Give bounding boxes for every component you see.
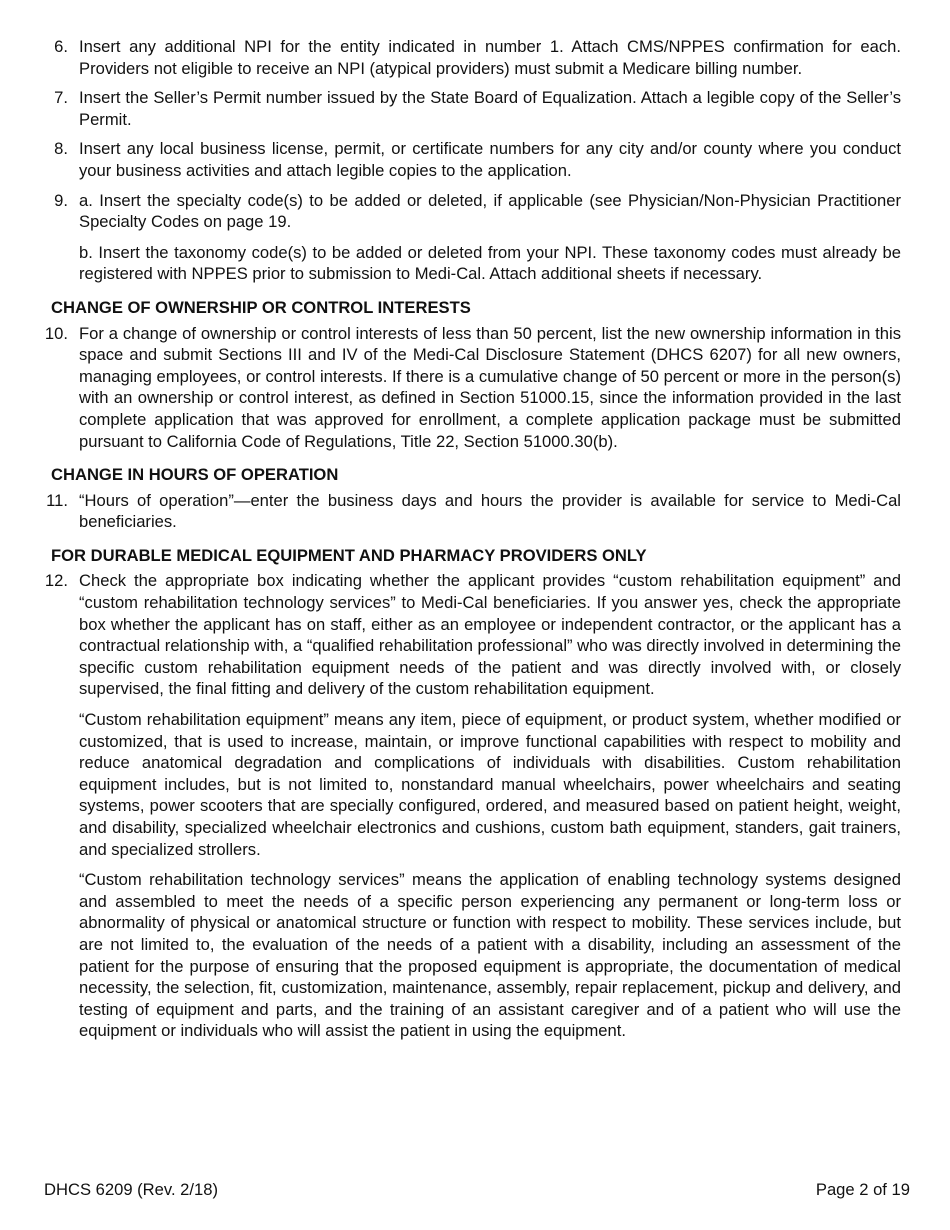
item-text-a: a. Insert the specialty code(s) to be added or deleted, if applicable (see Physician/Non-Physician Practitioner Specialty Codes on page 19.: [79, 190, 901, 232]
item-text: Insert the Seller’s Permit number issued by the State Board of Equalization. Attach a legible copy of the Seller’s Permit.: [79, 88, 901, 129]
item-number: 9.: [54, 190, 68, 210]
item-text: Insert any local business license, permit, or certificate numbers for any city and/or county where you conduct your business activities and attach legible copies to the application.: [79, 139, 901, 180]
instructions-content: [44, 36, 901, 1050]
instruction-item-9: [44, 190, 901, 285]
instruction-item-6: [44, 36, 901, 79]
definition-custom-technology-services: “Custom rehabilitation technology services” means the application of enabling technology systems designed and assembled to meet the needs of a specific person experiencing any permanent or long-term loss or abnormality of physical or anatomical structure or function with respect to mobility. These services include, but are not limited to, the evaluation of the needs of a patient with a disability, including an assessment of the patient for the purpose of ensuring that the proposed equipment is appropriate, the documentation of medical necessity, the selection, fit, customization, maintenance, assembly, repair replacement, pickup and delivery, and testing of equipment and parts, and the training of an assistant caregiver and of a patient who will use the equipment or individuals who will assist the patient in using the equipment.: [79, 870, 901, 1041]
section-heading-dme-pharmacy: FOR DURABLE MEDICAL EQUIPMENT AND PHARMACY PROVIDERS ONLY: [51, 545, 647, 565]
instruction-item-8: [44, 138, 901, 181]
item-number: 7.: [54, 88, 68, 108]
item-number: 10.: [44, 323, 68, 343]
item-number: 12.: [44, 571, 68, 591]
item-text: Check the appropriate box indicating whether the applicant provides “custom rehabilitation equipment” and “custom rehabilitation technology services” to Medi-Cal beneficiaries. If you answer yes, check the appropriate box whether the applicant has on staff, either as an employee or independent contractor, or the applicant has a contractual relationship with, a “qualified rehabilitation professional” who was directly involved in determining the specific custom rehabilitation equipment needs of the patient and was directly involved with, or closely supervised, the final fitting and delivery of the custom rehabilitation equipment.: [79, 571, 901, 699]
instruction-item-11: [44, 490, 901, 533]
item-number: 8.: [54, 139, 68, 159]
definition-custom-equipment: “Custom rehabilitation equipment” means any item, piece of equipment, or product system, whether modified or customized, that is used to increase, maintain, or improve functional capabilities with respect to mobility and reduce anatomical degradation and complications of individuals with disabilities. Custom rehabilitation equipment includes, but is not limited to, nonstandard manual wheelchairs, power wheelchairs and seating systems, power scooters that are specially configured, ordered, and measured based on patient height, weight, and disability, specialized wheelchair electronics and cushions, custom bath equipment, standers, gait trainers, and specialized strollers.: [79, 710, 901, 859]
item-text: For a change of ownership or control interests of less than 50 percent, list the new ownership information in this space and submit Sections III and IV of the Medi-Cal Disclosure Statement (DHCS 6207) for all new owners, managing employees, or control interests. If there is a cumulative change of 50 percent or more in the person(s) with an ownership or control interest, as defined in Section 51000.15, since the information provided in the last complete application that was approved for enrollment, a complete application package must be submitted pursuant to California Code of Regulations, Title 22, Section 51000.30(b).: [79, 323, 901, 451]
item-number: 11.: [46, 490, 68, 510]
form-id: DHCS 6209 (Rev. 2/18): [44, 1180, 218, 1199]
instruction-item-12: [44, 570, 901, 1041]
instruction-item-10: [44, 323, 901, 453]
section-heading-hours: CHANGE IN HOURS OF OPERATION: [51, 465, 339, 485]
item-text: “Hours of operation”—enter the business days and hours the provider is available for service to Medi-Cal beneficiaries.: [79, 490, 901, 532]
item-text: Insert any additional NPI for the entity indicated in number 1. Attach CMS/NPPES confirmation for each. Providers not eligible to receive an NPI (atypical providers) must submit a Medicare billing number.: [79, 37, 901, 78]
item-number: 6.: [54, 37, 68, 56]
instruction-item-7: [44, 87, 901, 130]
page-number: Page 2 of 19: [815, 1180, 910, 1199]
item-text-b: b. Insert the taxonomy code(s) to be added or deleted from your NPI. These taxonomy codes must already be registered with NPPES prior to submission to Medi-Cal. Attach additional sheets if necessary.: [79, 242, 901, 284]
section-heading-ownership: CHANGE OF OWNERSHIP OR CONTROL INTERESTS: [51, 297, 471, 317]
